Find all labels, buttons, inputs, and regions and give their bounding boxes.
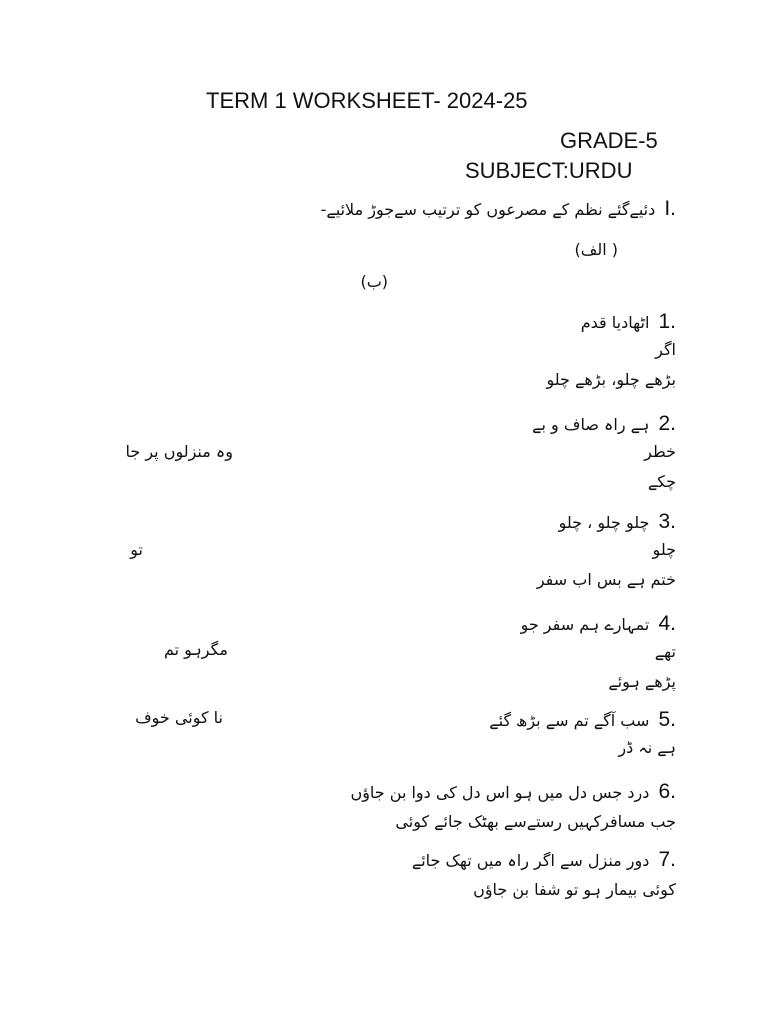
question-number: I. [664,197,676,220]
item-2-line-3: چکے [647,472,676,491]
column-b-item-1: وہ منزلوں پر جا [125,442,233,461]
item-number: 1. [658,310,676,333]
grade-label: GRADE-5 [560,128,658,153]
item-5-line-2: ہے نہ ڈر [618,738,676,757]
list-item-3 [559,510,676,534]
item-number: 2. [658,412,676,435]
instruction-text: دئیےگئے نظم کے مصرعوں کو ترتیب سےجوڑ ملائیے- [320,200,656,219]
item-4-line-3: پڑھے ہوئے [608,672,676,691]
item-line: تمہارے ہم سفر جو [520,615,650,634]
item-3-line-3: ختم ہے بس اب سفر [536,570,676,589]
item-line: درد جس دل میں ہو اس دل کی دوا بن جاؤں [350,783,650,802]
item-line: چلو چلو ، چلو [558,513,650,532]
item-number: 4. [658,612,676,635]
subject-label: SUBJECT:URDU [465,158,633,183]
item-number: 5. [658,708,676,731]
column-b-item-4: نا کوئی خوف [135,708,223,727]
list-item-5 [489,708,676,732]
item-4-line-2: تھے [654,642,676,661]
item-1-line-3: بڑھے چلو، بڑھے چلو [546,370,676,389]
item-number: 7. [658,848,676,871]
item-line: سب آگے تم سے بڑھ گئے [489,711,650,730]
item-line: ہے راہ صاف و بے [532,415,650,434]
item-6-line-2: جب مسافرکہیں رستےسے بھٹک جائے کوئی [395,812,676,831]
column-b-item-3: مگرہو تم [163,640,228,659]
item-2-line-2: خطر [644,442,676,461]
question-instruction [321,197,676,221]
item-7-line-2: کوئی بیمار ہو تو شفا بن جاؤں [473,880,676,899]
column-b-item-2: تو [130,540,143,559]
list-item-2 [532,412,676,436]
item-1-line-2: اگر [655,340,676,359]
list-item-7 [412,848,676,872]
column-header-alif: ( الف) [574,240,618,259]
item-number: 6. [658,780,676,803]
worksheet-title: TERM 1 WORKSHEET- 2024-25 [206,88,528,113]
list-item-6 [350,780,676,804]
list-item-4 [521,612,676,636]
item-line: دور منزل سے اگر راہ میں تھک جائے [411,851,650,870]
column-header-bay: (ب) [360,272,388,291]
item-number: 3. [658,510,676,533]
list-item-1 [581,310,676,334]
item-line: اٹھادیا قدم [580,313,650,332]
item-3-line-2: چلو [652,540,676,559]
